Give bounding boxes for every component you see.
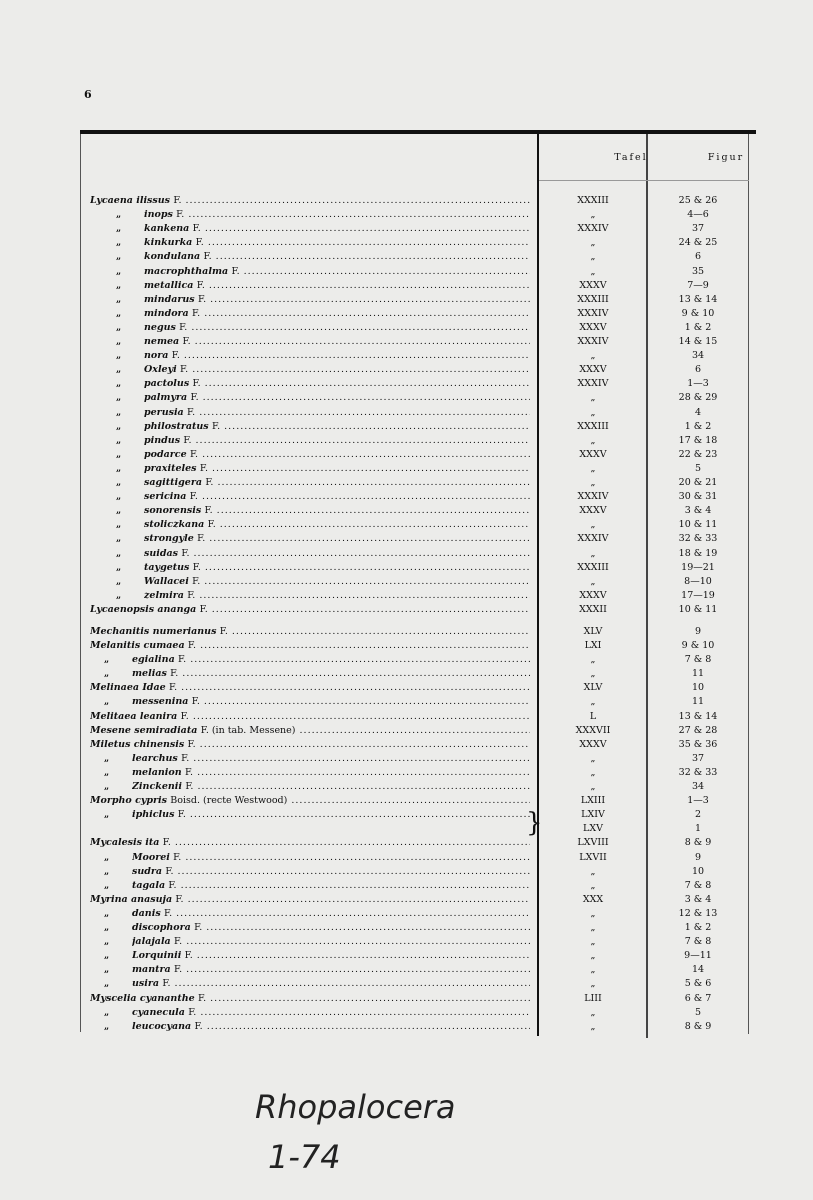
species-name: sonorensis F. ..... xyxy=(144,504,530,518)
tafel-cell: XXXV xyxy=(579,364,607,376)
tafel-cell: LXVIII xyxy=(577,837,609,849)
species-name: Lorquinii F. ..... xyxy=(132,949,530,963)
tafel-cell: „ xyxy=(590,668,596,680)
species-name: Mycalesis ita F. ..... xyxy=(90,836,530,850)
table-row xyxy=(0,377,813,391)
species-name: podarce F. ..... xyxy=(144,448,530,462)
species-name: kankena F. ..... xyxy=(144,222,530,236)
species-name: egialina F. ..... xyxy=(132,653,530,667)
figur-cell: 10 & 11 xyxy=(678,519,718,531)
tafel-cell: „ xyxy=(590,265,596,277)
species-name: sagittigera F. ..... xyxy=(144,476,530,490)
ditto-mark: „ xyxy=(104,1007,110,1018)
table-row xyxy=(0,836,813,850)
table-row xyxy=(0,992,813,1006)
ditto-mark: „ xyxy=(116,506,122,517)
ditto-mark: „ xyxy=(116,224,122,235)
figur-cell: 10 & 11 xyxy=(678,603,718,615)
figur-cell: 19—21 xyxy=(681,561,715,573)
tafel-cell: „ xyxy=(590,865,596,877)
table-row xyxy=(0,335,813,349)
ditto-mark: „ xyxy=(104,852,110,863)
ditto-mark: „ xyxy=(116,351,122,362)
figur-cell: 7—9 xyxy=(687,279,709,291)
tafel-cell: „ xyxy=(590,392,596,404)
species-name: learchus F. ..... xyxy=(132,752,530,766)
tafel-cell: XXXIV xyxy=(577,491,609,503)
figur-cell: 1 & 2 xyxy=(684,321,712,333)
table-row xyxy=(0,236,813,250)
figur-cell: 30 & 31 xyxy=(678,491,718,503)
ditto-mark: „ xyxy=(116,308,122,319)
ditto-mark: „ xyxy=(104,937,110,948)
species-name: praxiteles F. ..... xyxy=(144,462,530,476)
species-name: strongyle F. ..... xyxy=(144,532,530,546)
species-name: nemea F. ..... xyxy=(144,335,530,349)
figur-header: Figur xyxy=(707,152,745,163)
figur-cell: 8 & 9 xyxy=(684,1020,712,1032)
table-row xyxy=(0,935,813,949)
figur-cell: 37 xyxy=(691,752,705,764)
figur-cell: 25 & 26 xyxy=(678,195,718,206)
figur-cell: 4—6 xyxy=(687,209,709,221)
ditto-mark: „ xyxy=(116,534,122,545)
table-row xyxy=(0,710,813,724)
ditto-mark: „ xyxy=(104,697,110,708)
figur-cell: 14 & 15 xyxy=(678,336,718,347)
tafel-cell: XXXV xyxy=(579,589,607,601)
figur-cell: 6 xyxy=(694,364,702,376)
ditto-mark: „ xyxy=(104,908,110,919)
species-name: macrophthalma F. ..... xyxy=(144,265,530,279)
species-name: palmyra F. ..... xyxy=(144,391,530,405)
ditto-mark: „ xyxy=(116,562,122,573)
species-name: discophora F. ..... xyxy=(132,921,530,935)
table-row xyxy=(0,653,813,667)
top-rule xyxy=(80,130,756,134)
species-name: taygetus F. ..... xyxy=(144,561,530,575)
species-name: stoliczkana F. ..... xyxy=(144,518,530,532)
species-name: usira F. ..... xyxy=(132,977,530,991)
tafel-cell: „ xyxy=(590,434,596,446)
figur-cell: 28 & 29 xyxy=(678,392,718,404)
figur-cell: 9 & 10 xyxy=(681,307,715,319)
brace-mark: } xyxy=(526,808,543,838)
species-name: Mesene semiradiata F. (in tab. Messene) ..... xyxy=(90,724,530,738)
table-row xyxy=(0,420,813,434)
figur-cell: 35 & 36 xyxy=(678,738,718,750)
tafel-cell: „ xyxy=(590,1006,596,1018)
tafel-cell: „ xyxy=(590,654,596,666)
figur-cell: 24 & 25 xyxy=(678,237,718,249)
species-name: Moorei F. ..... xyxy=(132,851,530,865)
table-row xyxy=(0,279,813,293)
tafel-cell: XXXV xyxy=(579,448,607,460)
figur-cell: 9 & 10 xyxy=(681,640,715,651)
table-row xyxy=(0,222,813,236)
species-name: melias F. ..... xyxy=(132,667,530,681)
tafel-header: Tafel xyxy=(614,152,648,163)
species-name: Zinckenii F. ..... xyxy=(132,780,530,794)
table-row xyxy=(0,293,813,307)
table-row xyxy=(0,448,813,462)
table-row xyxy=(0,575,813,589)
figur-cell: 37 xyxy=(691,223,705,235)
figur-cell: 1 xyxy=(694,823,702,835)
ditto-mark: „ xyxy=(104,669,110,680)
header-rule xyxy=(539,180,749,181)
figur-cell: 1—3 xyxy=(687,795,709,807)
species-name: pindus F. ..... xyxy=(144,434,530,448)
species-name: Wallacei F. ..... xyxy=(144,575,530,589)
tafel-cell: XXXIV xyxy=(577,307,609,319)
species-name: Melinaea Idae F. ..... xyxy=(90,681,530,695)
table-row xyxy=(0,766,813,780)
table-row xyxy=(0,194,813,208)
tafel-cell: LXI xyxy=(584,640,602,651)
ditto-mark: „ xyxy=(116,463,122,474)
figur-cell: 11 xyxy=(691,668,705,680)
table-row xyxy=(0,250,813,264)
tafel-cell: „ xyxy=(590,350,596,362)
figur-cell: 7 & 8 xyxy=(684,879,712,891)
tafel-cell: XXXII xyxy=(579,603,607,615)
figur-cell: 5 xyxy=(694,1006,702,1018)
table-row xyxy=(0,822,813,836)
figur-cell: 7 & 8 xyxy=(684,936,712,948)
species-name: zelmira F. ..... xyxy=(144,589,530,603)
species-name: tagala F. ..... xyxy=(132,879,530,893)
species-name: mindora F. ..... xyxy=(144,307,530,321)
tafel-cell: XXXVII xyxy=(575,724,611,736)
species-name: Mechanitis numerianus F. ..... xyxy=(90,625,530,639)
table-row xyxy=(0,865,813,879)
tafel-cell: LXIV xyxy=(581,809,605,821)
table-row xyxy=(0,391,813,405)
table-row xyxy=(0,349,813,363)
figur-cell: 17—19 xyxy=(681,589,715,601)
tafel-cell: „ xyxy=(590,978,596,990)
ditto-mark: „ xyxy=(104,951,110,962)
table-row xyxy=(0,625,813,639)
tafel-cell: „ xyxy=(590,237,596,249)
ditto-mark: „ xyxy=(104,866,110,877)
figur-cell: 14 xyxy=(691,964,705,976)
table-row xyxy=(0,547,813,561)
species-name: jalajala F. ..... xyxy=(132,935,530,949)
table-row xyxy=(0,518,813,532)
handwritten-note-line2: 1-74 xyxy=(268,1138,341,1176)
tafel-cell: „ xyxy=(590,251,596,263)
figur-cell: 13 & 14 xyxy=(678,710,718,722)
species-name: Lycaena ilissus F. ..... xyxy=(90,194,530,208)
figur-cell: 3 & 4 xyxy=(684,505,712,517)
figur-cell: 32 & 33 xyxy=(678,766,718,778)
tafel-cell: „ xyxy=(590,1020,596,1032)
ditto-mark: „ xyxy=(116,590,122,601)
tafel-cell: XXXIV xyxy=(577,378,609,390)
ditto-mark: „ xyxy=(116,294,122,305)
figur-cell: 7 & 8 xyxy=(684,654,712,666)
ditto-mark: „ xyxy=(116,492,122,503)
tafel-cell: LXIII xyxy=(580,795,606,807)
ditto-mark: „ xyxy=(104,753,110,764)
figur-cell: 9—11 xyxy=(684,950,712,962)
figur-cell: 8 & 9 xyxy=(684,837,712,849)
tafel-cell: „ xyxy=(590,907,596,919)
species-name: iphiclus F. ..... xyxy=(132,808,530,822)
species-name: Myscelia cyananthe F. ..... xyxy=(90,992,530,1006)
tafel-cell: LXV xyxy=(583,823,603,835)
table-row xyxy=(0,490,813,504)
ditto-mark: „ xyxy=(116,280,122,291)
figur-cell: 6 xyxy=(694,251,702,263)
tafel-cell: XXXIV xyxy=(577,223,609,235)
table-row xyxy=(0,695,813,709)
table-row xyxy=(0,808,813,822)
tafel-cell: XXX xyxy=(582,893,604,905)
ditto-mark: „ xyxy=(116,435,122,446)
species-name: suidas F. ..... xyxy=(144,547,530,561)
ditto-mark: „ xyxy=(116,576,122,587)
table-row xyxy=(0,738,813,752)
species-name: Melitaea leanira F. ..... xyxy=(90,710,530,724)
species-name: sudra F. ..... xyxy=(132,865,530,879)
species-name: nora F. ..... xyxy=(144,349,530,363)
tafel-cell: L xyxy=(589,710,597,722)
table-row xyxy=(0,963,813,977)
table-row xyxy=(0,667,813,681)
species-name: metallica F. ..... xyxy=(144,279,530,293)
species-name: cyanecula F. ..... xyxy=(132,1006,530,1020)
ditto-mark: „ xyxy=(116,548,122,559)
ditto-mark: „ xyxy=(116,210,122,221)
tafel-cell: XXXIII xyxy=(577,561,609,573)
table-row xyxy=(0,794,813,808)
figur-cell: 8—10 xyxy=(684,575,712,587)
figur-cell: 6 & 7 xyxy=(684,992,712,1004)
ditto-mark: „ xyxy=(116,252,122,263)
table-row xyxy=(0,434,813,448)
figur-cell: 5 xyxy=(694,462,702,474)
ditto-mark: „ xyxy=(116,478,122,488)
ditto-mark: „ xyxy=(116,337,122,347)
table-row xyxy=(0,406,813,420)
species-name: Myrina anasuja F. ..... xyxy=(90,893,530,907)
figur-cell: 18 & 19 xyxy=(678,547,718,559)
table-row xyxy=(0,752,813,766)
species-name: kinkurka F. ..... xyxy=(144,236,530,250)
figur-cell: 10 xyxy=(691,865,705,877)
table-row xyxy=(0,681,813,695)
figur-cell: 4 xyxy=(694,406,702,418)
table-row xyxy=(0,603,813,617)
tafel-cell: XXXIII xyxy=(577,420,609,432)
tafel-cell: XXXIII xyxy=(577,195,609,206)
ditto-mark: „ xyxy=(104,810,110,821)
species-name: mindarus F. ..... xyxy=(144,293,530,307)
figur-cell: 32 & 33 xyxy=(678,533,718,545)
ditto-mark: „ xyxy=(116,421,122,432)
table-row xyxy=(0,589,813,603)
species-name: leucocyana F. ..... xyxy=(132,1020,530,1034)
tafel-cell: XXXIV xyxy=(577,336,609,347)
figur-cell: 34 xyxy=(691,350,705,362)
ditto-mark: „ xyxy=(104,782,110,792)
figur-cell: 12 & 13 xyxy=(678,907,718,919)
figur-cell: 1 & 2 xyxy=(684,922,712,933)
table-row xyxy=(0,977,813,991)
table-row xyxy=(0,504,813,518)
table-row xyxy=(0,724,813,738)
table-row xyxy=(0,639,813,653)
tafel-cell: LIII xyxy=(584,992,602,1004)
tafel-cell: LXVII xyxy=(579,851,607,863)
table-row xyxy=(0,907,813,921)
tafel-cell: XXXV xyxy=(579,279,607,291)
table-row xyxy=(0,1020,813,1034)
tafel-cell: „ xyxy=(590,696,596,708)
ditto-mark: „ xyxy=(116,407,122,418)
tafel-cell: „ xyxy=(590,575,596,587)
ditto-mark: „ xyxy=(104,880,110,891)
species-name: sericina F. ..... xyxy=(144,490,530,504)
figur-cell: 35 xyxy=(691,265,705,277)
species-name: messenina F. ..... xyxy=(132,695,530,709)
table-row xyxy=(0,476,813,490)
page-number: 6 xyxy=(84,88,92,101)
table-row xyxy=(0,307,813,321)
tafel-cell: XXXV xyxy=(579,738,607,750)
table-row xyxy=(0,561,813,575)
ditto-mark: „ xyxy=(104,979,110,990)
handwritten-note-line1: Rhopalocera xyxy=(255,1088,456,1126)
figur-cell: 10 xyxy=(691,682,705,694)
table-row xyxy=(0,532,813,546)
figur-cell: 13 & 14 xyxy=(678,293,718,305)
species-name: Miletus chinensis F. ..... xyxy=(90,738,530,752)
species-name: inops F. ..... xyxy=(144,208,530,222)
species-name: kondulana F. ..... xyxy=(144,250,530,264)
species-name: philostratus F. ..... xyxy=(144,420,530,434)
tafel-cell: „ xyxy=(590,209,596,221)
figur-cell: 1 & 2 xyxy=(684,420,712,432)
tafel-cell: „ xyxy=(590,406,596,418)
tafel-cell: „ xyxy=(590,936,596,948)
tafel-cell: „ xyxy=(590,879,596,891)
tafel-cell: XXXIV xyxy=(577,533,609,545)
tafel-cell: „ xyxy=(590,547,596,559)
table-row xyxy=(0,851,813,865)
table-row xyxy=(0,265,813,279)
species-name: melanion F. ..... xyxy=(132,766,530,780)
ditto-mark: „ xyxy=(116,520,122,531)
species-name: Melanitis cumaea F. ..... xyxy=(90,639,530,653)
table-row xyxy=(0,893,813,907)
species-name: Oxleyi F. ..... xyxy=(144,363,530,377)
figur-cell: 5 & 6 xyxy=(684,978,712,990)
table-row xyxy=(0,1006,813,1020)
ditto-mark: „ xyxy=(104,1021,110,1032)
figur-cell: 22 & 23 xyxy=(678,448,718,460)
table-row xyxy=(0,321,813,335)
ditto-mark: „ xyxy=(116,266,122,277)
table-row xyxy=(0,879,813,893)
ditto-mark: „ xyxy=(116,393,122,404)
figur-cell: 20 & 21 xyxy=(678,477,718,488)
tafel-cell: „ xyxy=(590,964,596,976)
figur-cell: 9 xyxy=(694,625,702,637)
tafel-cell: „ xyxy=(590,752,596,764)
figur-cell: 3 & 4 xyxy=(684,893,712,905)
tafel-cell: XXXV xyxy=(579,505,607,517)
tafel-cell: „ xyxy=(590,462,596,474)
tafel-cell: „ xyxy=(590,922,596,933)
ditto-mark: „ xyxy=(116,322,122,333)
species-name: mantra F. ..... xyxy=(132,963,530,977)
tafel-cell: „ xyxy=(590,477,596,488)
table-row xyxy=(0,780,813,794)
ditto-mark: „ xyxy=(116,379,122,390)
species-name: Lycaenopsis ananga F. ..... xyxy=(90,603,530,617)
ditto-mark: „ xyxy=(104,923,110,933)
species-name: pactolus F. ..... xyxy=(144,377,530,391)
tafel-cell: „ xyxy=(590,950,596,962)
table-row xyxy=(0,462,813,476)
ditto-mark: „ xyxy=(104,655,110,666)
table-row xyxy=(0,208,813,222)
figur-cell: 34 xyxy=(691,781,705,792)
tafel-cell: XXXV xyxy=(579,321,607,333)
table-row xyxy=(0,921,813,935)
ditto-mark: „ xyxy=(104,965,110,976)
ditto-mark: „ xyxy=(116,449,122,460)
figur-cell: 11 xyxy=(691,696,705,708)
figur-cell: 1—3 xyxy=(687,378,709,390)
tafel-cell: XLV xyxy=(583,682,603,694)
figur-cell: 2 xyxy=(694,809,702,821)
species-name: perusia F. ..... xyxy=(144,406,530,420)
tafel-cell: XXXIII xyxy=(577,293,609,305)
ditto-mark: „ xyxy=(116,365,122,376)
species-name: danis F. ..... xyxy=(132,907,530,921)
tafel-cell: „ xyxy=(590,766,596,778)
table-row xyxy=(0,949,813,963)
tafel-cell: XLV xyxy=(583,625,603,637)
table-row xyxy=(0,363,813,377)
figur-cell: 17 & 18 xyxy=(678,434,718,446)
figur-cell: 27 & 28 xyxy=(678,724,718,736)
ditto-mark: „ xyxy=(116,238,122,249)
species-name: negus F. ..... xyxy=(144,321,530,335)
tafel-cell: „ xyxy=(590,519,596,531)
tafel-cell: „ xyxy=(590,781,596,792)
ditto-mark: „ xyxy=(104,767,110,778)
figur-cell: 9 xyxy=(694,851,702,863)
species-name: Morpho cypris Boisd. (recte Westwood) ..... xyxy=(90,794,530,808)
